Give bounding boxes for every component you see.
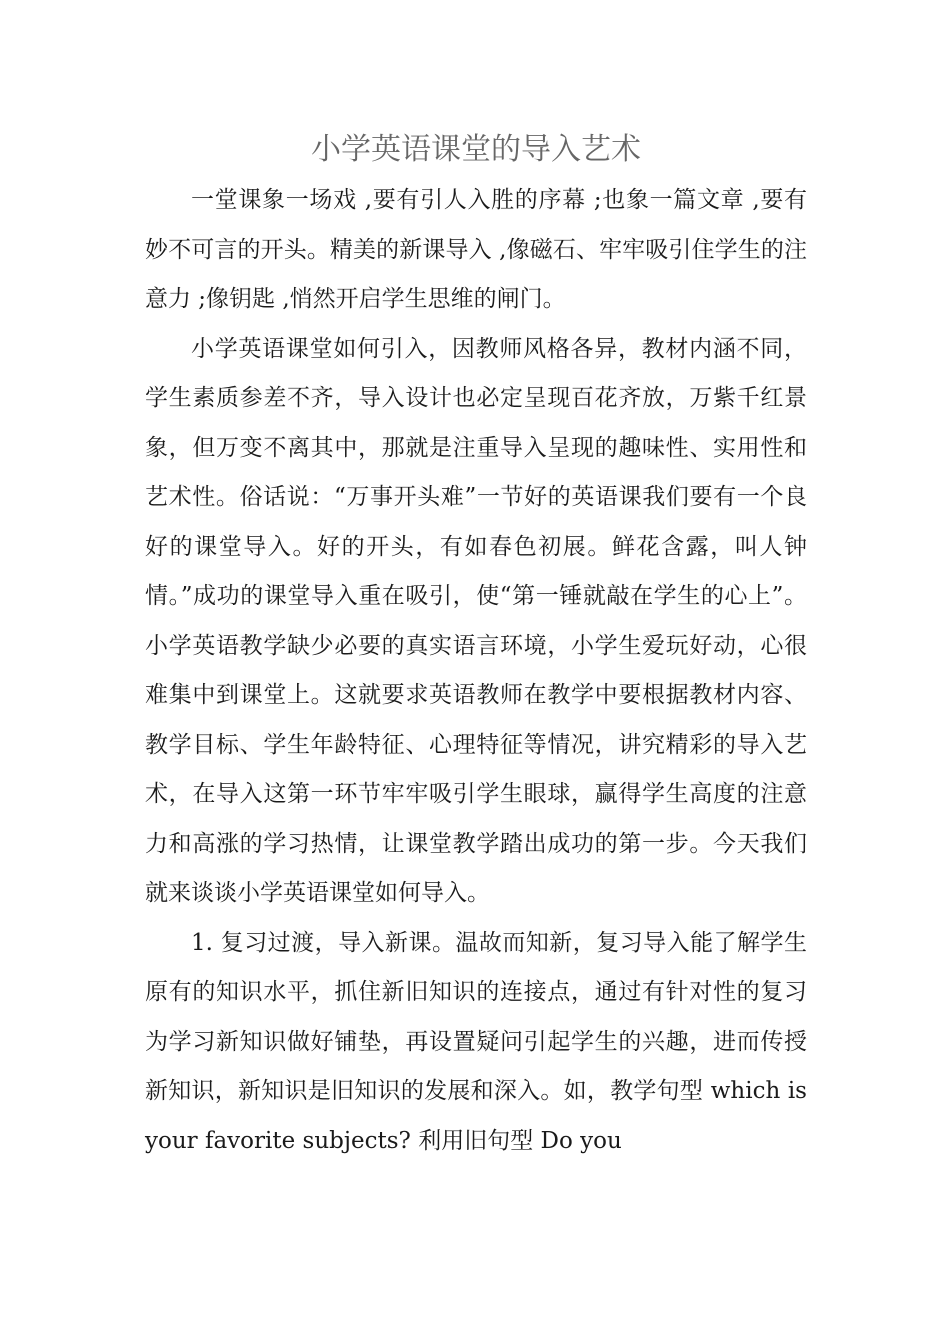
paragraph-intro: 一堂课象一场戏 ,要有引人入胜的序幕 ;也象一篇文章 ,要有妙不可言的开头。精美的新课导入 ,像磁石、牢牢吸引住学生的注意力 ;像钥匙 ,悄然开启学生思维的闸门。: [145, 187, 807, 312]
document-body: [145, 176, 807, 1166]
paragraph-overview: 小学英语课堂如何引入，因教师风格各异，教材内涵不同，学生素质参差不齐，导入设计也必定呈现百花齐放，万紫千红景象，但万变不离其中，那就是注重导入呈现的趣味性、实用性和艺术性。俗话说：“万事开头难”一节好的英语课我们要有一个良好的课堂导入。好的开头，有如春色初展。鲜花含露，叫人钟情。”成功的课堂导入重在吸引，使“第一锤就敲在学生的心上”。小学英语教学缺少必要的真实语言环境，小学生爱玩好动，心很难集中到课堂上。这就要求英语教师在教学中要根据教材内容、教学目标、学生年龄特征、心理特征等情况，讲究精彩的导入艺术，在导入这第一环节牢牢吸引学生眼球，赢得学生高度的注意力和高涨的学习热情，让课堂教学踏出成功的第一步。今天我们就来谈谈小学英语课堂如何导入。: [145, 335, 807, 906]
document-title: 小学英语课堂的导入艺术: [311, 132, 641, 167]
paragraph-method-1: 1. 复习过渡，导入新课。温故而知新，复习导入能了解学生原有的知识水平，抓住新旧知识的连接点，通过有针对性的复习为学习新知识做好铺垫，再设置疑问引起学生的兴趣，进而传授新知识，新知识是旧知识的发展和深入。如，教学句型 which is your favorite subjects? 利用旧句型 Do you: [145, 929, 807, 1154]
